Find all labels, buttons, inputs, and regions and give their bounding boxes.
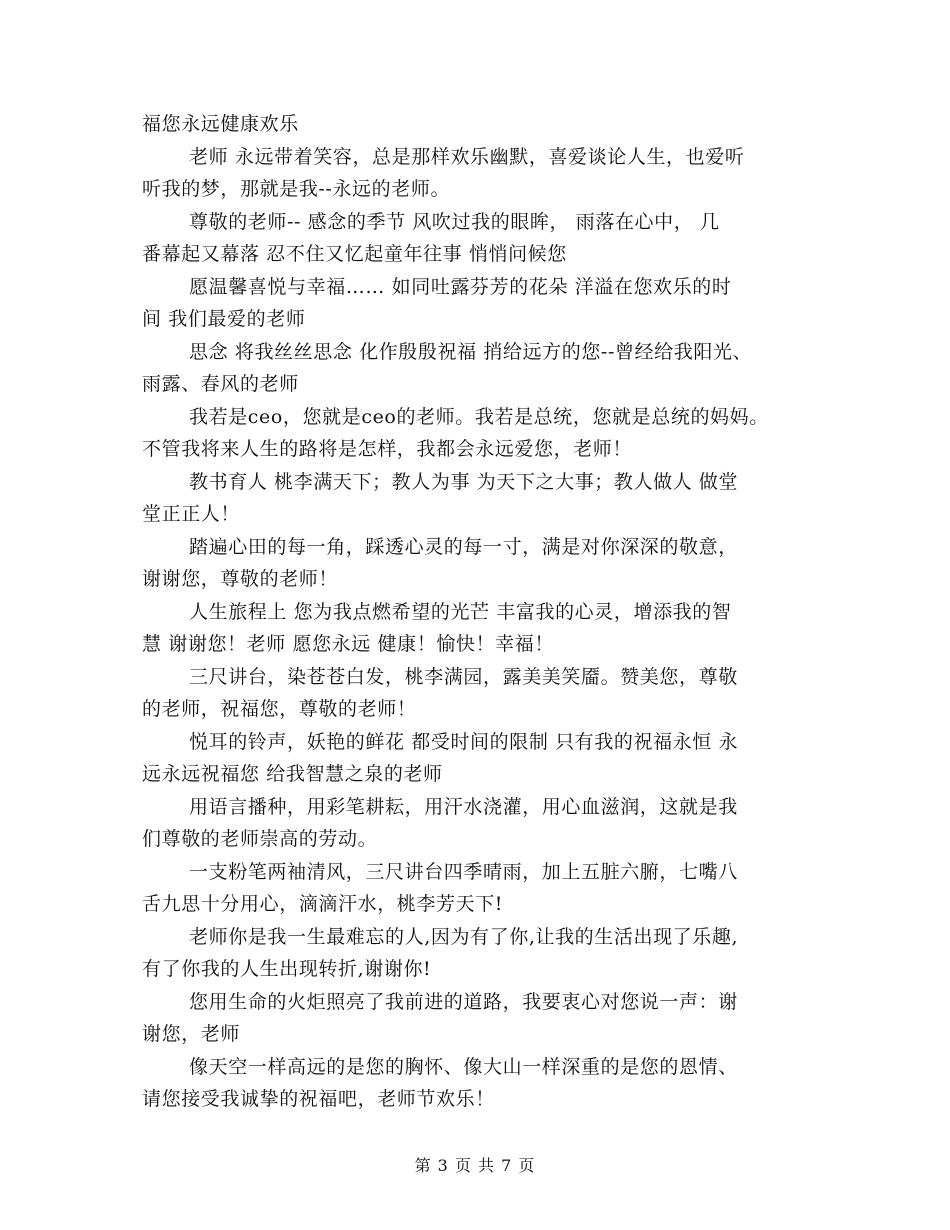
text-line: 谢谢您，尊敬的老师！: [142, 568, 339, 590]
text-line: 一支粉笔两袖清风，三尺讲台四季晴雨，加上五脏六腑，七嘴八: [189, 860, 738, 883]
text-line: 番幕起又幕落 忍不住又忆起童年往事 悄悄问候您: [142, 243, 567, 265]
text-line: 堂正正人！: [142, 503, 241, 525]
text-line: 用语言播种，用彩笔耕耘，用汗水浇灌，用心血滋润，这就是我: [189, 795, 738, 818]
text-line: 间 我们最爱的老师: [142, 308, 306, 330]
text-line: 舌九思十分用心，滴滴汗水，桃李芳天下!: [142, 893, 504, 915]
text-line: 请您接受我诚挚的祝福吧，老师节欢乐！: [142, 1088, 495, 1110]
text-line: 人生旅程上 您为我点燃希望的光芒 丰富我的心灵，增添我的智: [189, 600, 732, 623]
text-line: 尊敬的老师-- 感念的季节 风吹过我的眼眸， 雨落在心中， 几: [189, 210, 720, 233]
text-line: 三尺讲台，染苍苍白发，桃李满园，露美美笑靥。赞美您，尊敬: [189, 665, 738, 688]
text-line: 您用生命的火炬照亮了我前进的道路，我要衷心对您说一声：谢: [189, 990, 738, 1013]
text-line: 教书育人 桃李满天下；教人为事 为天下之大事；教人做人 做堂: [189, 470, 739, 493]
text-line: 远永远祝福您 给我智慧之泉的老师: [142, 763, 443, 785]
text-line: 的老师，祝福您，尊敬的老师！: [142, 698, 417, 720]
text-line: 听我的梦，那就是我--永远的老师。: [142, 178, 451, 200]
text-line: 福您永远健康欢乐: [142, 113, 299, 135]
text-line: 像天空一样高远的是您的胸怀、像大山一样深重的是您的恩情、: [189, 1055, 738, 1078]
text-line: 愿温馨喜悦与幸福…… 如同吐露芬芳的花朵 洋溢在您欢乐的时: [189, 275, 732, 298]
text-line: 思念 将我丝丝思念 化作殷殷祝福 捎给远方的您--曾经给我阳光、: [189, 340, 753, 363]
text-line: 谢您，老师: [142, 1023, 241, 1045]
text-line: 不管我将来人生的路将是怎样，我都会永远爱您，老师！: [142, 438, 633, 460]
text-line: 们尊敬的老师崇高的劳动。: [142, 828, 378, 850]
text-line: 老师 永远带着笑容，总是那样欢乐幽默，喜爱谈论人生，也爱听: [189, 145, 745, 168]
text-line: 雨露、春风的老师: [142, 373, 299, 395]
text-line: 踏遍心田的每一角，踩透心灵的每一寸，满是对你深深的敬意，: [189, 535, 738, 558]
text-line: 悦耳的铃声，妖艳的鲜花 都受时间的限制 只有我的祝福永恒 永: [189, 730, 739, 753]
page-number-footer: 第 3 页 共 7 页: [414, 1156, 536, 1175]
text-line: 慧 谢谢您！老师 愿您永远 健康！愉快！幸福！: [142, 633, 554, 655]
text-line: 我若是ceo，您就是ceo的老师。我若是总统，您就是总统的妈妈。: [189, 405, 769, 428]
text-line: 有了你我的人生出现转折,谢谢你!: [142, 958, 432, 980]
document-body: [142, 108, 832, 1116]
text-line: 老师你是我一生最难忘的人,因为有了你,让我的生活出现了乐趣,: [189, 925, 739, 948]
